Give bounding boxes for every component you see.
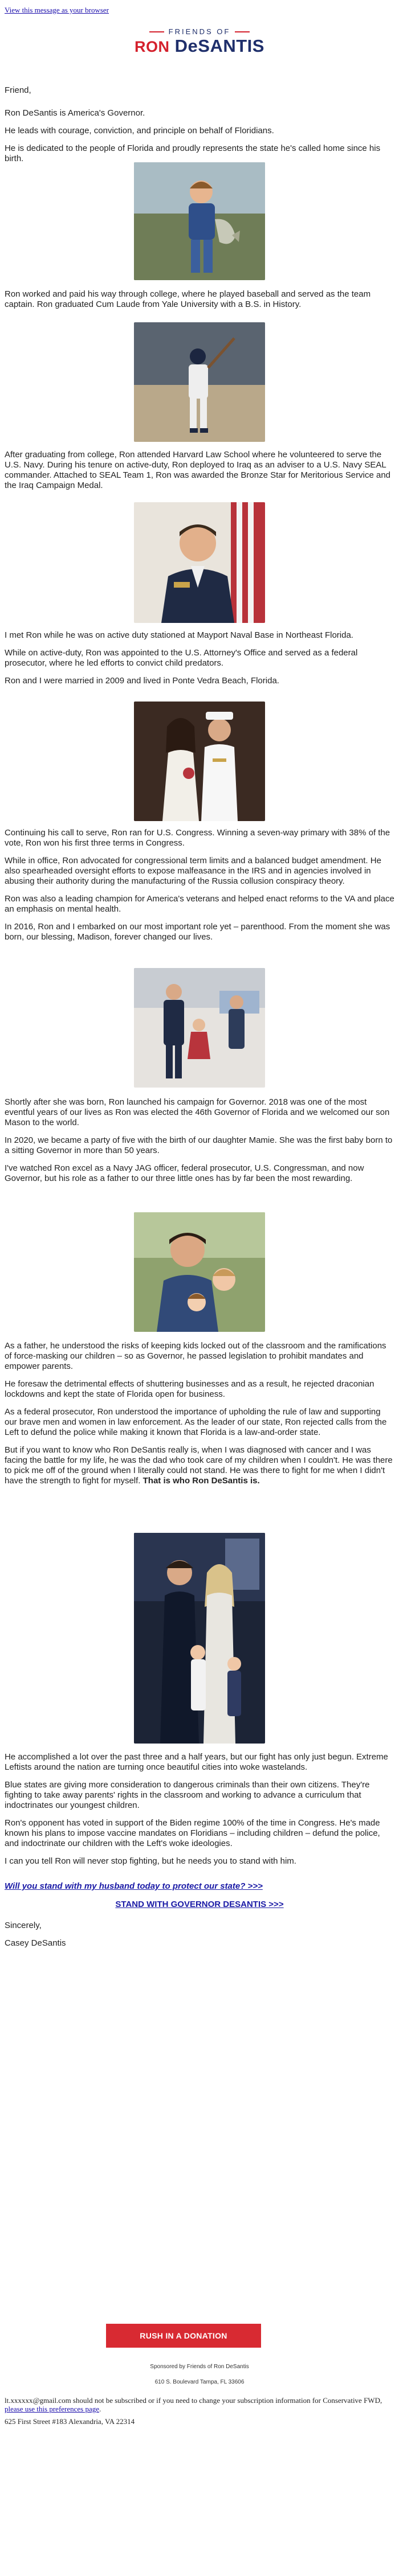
photo-voting-with-daughter — [134, 968, 265, 1088]
paragraph: Ron and I were married in 2009 and lived in Ponte Vedra Beach, Florida. — [5, 676, 279, 686]
logo-main-text — [0, 36, 399, 57]
view-in-browser-link[interactable]: View this message as your browser — [5, 6, 109, 14]
paragraph: He foresaw the detrimental effects of shuttering businesses and as a result, he rejected draconian lockdowns and kept the state of Florida open for business. — [5, 1379, 374, 1399]
paragraph: Continuing his call to serve, Ron ran for U.S. Congress. Winning a seven-way primary with 38% of the vote, Ron won his first three terms in Congress. — [5, 828, 390, 848]
paragraph: Ron DeSantis is America's Governor. — [5, 108, 145, 118]
paragraph: Ron was also a leading champion for America's veterans and helped enact reforms to the VA and place an emphasis on mental health. — [5, 894, 394, 914]
logo-top-text: FRIENDS OF — [168, 27, 231, 36]
paragraph: He accomplished a lot over the past three and a half years, but our fight has only just begun. Extreme Leftists around the nation are turning once beautiful cities into woke wastelands. — [5, 1752, 388, 1772]
mailing-address: 625 First Street #183 Alexandria, VA 22314 — [5, 2417, 135, 2426]
paragraph: I met Ron while he was on active duty stationed at Mayport Naval Base in Northeast Florida. — [5, 630, 353, 640]
photo-childhood-fishing — [134, 162, 265, 280]
stand-with-governor-link[interactable]: STAND WITH GOVERNOR DESANTIS >>> — [115, 1900, 284, 1909]
sign-off: Sincerely, — [5, 1921, 42, 1930]
paragraph: Shortly after she was born, Ron launched his campaign for Governor. 2018 was one of the most eventful years of our lives as Ron was elected the 46th Governor of Florida and we welcomed our son Mason to the world. — [5, 1097, 390, 1127]
rush-donation-button[interactable]: RUSH IN A DONATION — [106, 2324, 261, 2348]
paragraph: In 2020, we became a party of five with the birth of our daughter Mamie. She was the first baby born to a sitting Governor in more than 50 years. — [5, 1135, 393, 1155]
signature: Casey DeSantis — [5, 1938, 66, 1948]
paragraph: While in office, Ron advocated for congressional term limits and a balanced budget amendment. He also spearheaded oversight efforts to expose malfeasance in the IRS and in agencies involved in abusing their authority during the manufacturing of the Russia collusion conspiracy theory. — [5, 856, 381, 886]
policy-block — [5, 1341, 394, 1486]
sponsor-line: Sponsored by Friends of Ron DeSantis — [150, 2364, 249, 2370]
stand-with-husband-link[interactable]: Will you stand with my husband today to protect our state? >>> — [5, 1881, 263, 1891]
photo-wedding — [134, 702, 265, 821]
navy-block — [5, 450, 394, 491]
paragraph: As a federal prosecutor, Ron understood the importance of upholding the rule of law and supporting our brave men and women in law enforcement. As the leader of our state, Ron rejected calls from the Left to defund the police while making it known that Florida is a law-and-order state. — [5, 1407, 387, 1437]
logo-last-name: DeSANTIS — [174, 36, 264, 56]
paragraph: While on active-duty, Ron was appointed to the U.S. Attorney's Office and served as a federal prosecutor, where he led efforts to convict child predators. — [5, 648, 358, 668]
paragraph-text: But if you want to know who Ron DeSantis really is, when I was diagnosed with cancer and I was facing the battle for my life, he was the dad who took care of my children when I couldn't. He was there to pick me off of the ground when I literally could not stand. He was there to fight for me when I didn't have the strength to fight for myself. — [5, 1445, 393, 1486]
paragraph: After graduating from college, Ron attended Harvard Law School where he volunteered to serve the U.S. Navy. During his tenure on active-duty, Ron deployed to Iraq as an adviser to a U.S. Navy SEAL commander. Attached to SEAL Team 1, Ron was awarded the Bronze Star for Meritorious Service and the Iraq Campaign Medal. — [5, 450, 391, 490]
sign-off-block — [5, 1921, 394, 1949]
paragraph: In 2016, Ron and I embarked on our most important role yet – parenthood. From the moment she was born, our blessing, Madison, forever changed our lives. — [5, 922, 390, 942]
paragraph: He is dedicated to the people of Florida and proudly represents the state he's called home since his birth. — [5, 143, 381, 163]
friends-of-ron-desantis-logo — [0, 27, 399, 57]
paragraph: As a father, he understood the risks of keeping kids locked out of the classroom and the ramifications of force-masking our children – so as Governor, he passed legislation to prohibit mandates and empower parents. — [5, 1341, 386, 1371]
fight-block — [5, 1752, 394, 1867]
unsubscribe-notice: lt.xxxxxx@gmail.com should not be subscribed or if you need to change your subscription information for Conservative FWD, please use this preferences page. — [5, 2396, 382, 2413]
paragraph — [5, 1445, 394, 1486]
congress-block — [5, 828, 394, 942]
preferences-link[interactable]: please use this preferences page — [5, 2405, 100, 2413]
photo-father-with-children — [134, 1212, 265, 1332]
unsubscribe-text: lt.xxxxxx@gmail.com should not be subscribed or if you need to change your subscription information for Conservative FWD, — [5, 2396, 382, 2405]
photo-yale-baseball — [134, 322, 265, 442]
logo-top-line — [0, 27, 399, 36]
photo-navy-portrait — [134, 502, 265, 623]
intro-block — [5, 85, 394, 164]
paragraph: I can you tell Ron will never stop fighting, but he needs you to stand with him. — [5, 1856, 296, 1866]
paragraph: Ron worked and paid his way through college, where he played baseball and served as the team captain. Ron graduated Cum Laude from Yale University with a B.S. in History. — [5, 289, 371, 309]
sponsor-address: 610 S. Boulevard Tampa, FL 33606 — [154, 2379, 245, 2385]
paragraph: Blue states are giving more consideration to dangerous criminals than their own citizens. They're fighting to take away parents' rights in the classroom and working to advance a curriculum that indoctrinates our youngest children. — [5, 1780, 370, 1810]
photo-family-event — [134, 1533, 265, 1744]
paragraph-emphasis: That is who Ron DeSantis is. — [142, 1476, 260, 1486]
greeting: Friend, — [5, 85, 31, 95]
paragraph: Ron's opponent has voted in support of the Biden regime 100% of the time in Congress. He's made known his plans to impose vaccine mandates on Floridians – including children – defund the police, and indoctrinate our children with the Left's woke ideologies. — [5, 1818, 380, 1848]
mayport-block — [5, 630, 394, 686]
logo-first-name: RON — [135, 38, 170, 55]
paragraph: He leads with courage, conviction, and principle on behalf of Floridians. — [5, 126, 274, 136]
college-block — [5, 289, 394, 310]
governor-block — [5, 1097, 394, 1184]
paragraph: I've watched Ron excel as a Navy JAG officer, federal prosecutor, U.S. Congressman, and now Governor, but his role as a father to our three little ones has by far been the most rewarding. — [5, 1163, 364, 1183]
